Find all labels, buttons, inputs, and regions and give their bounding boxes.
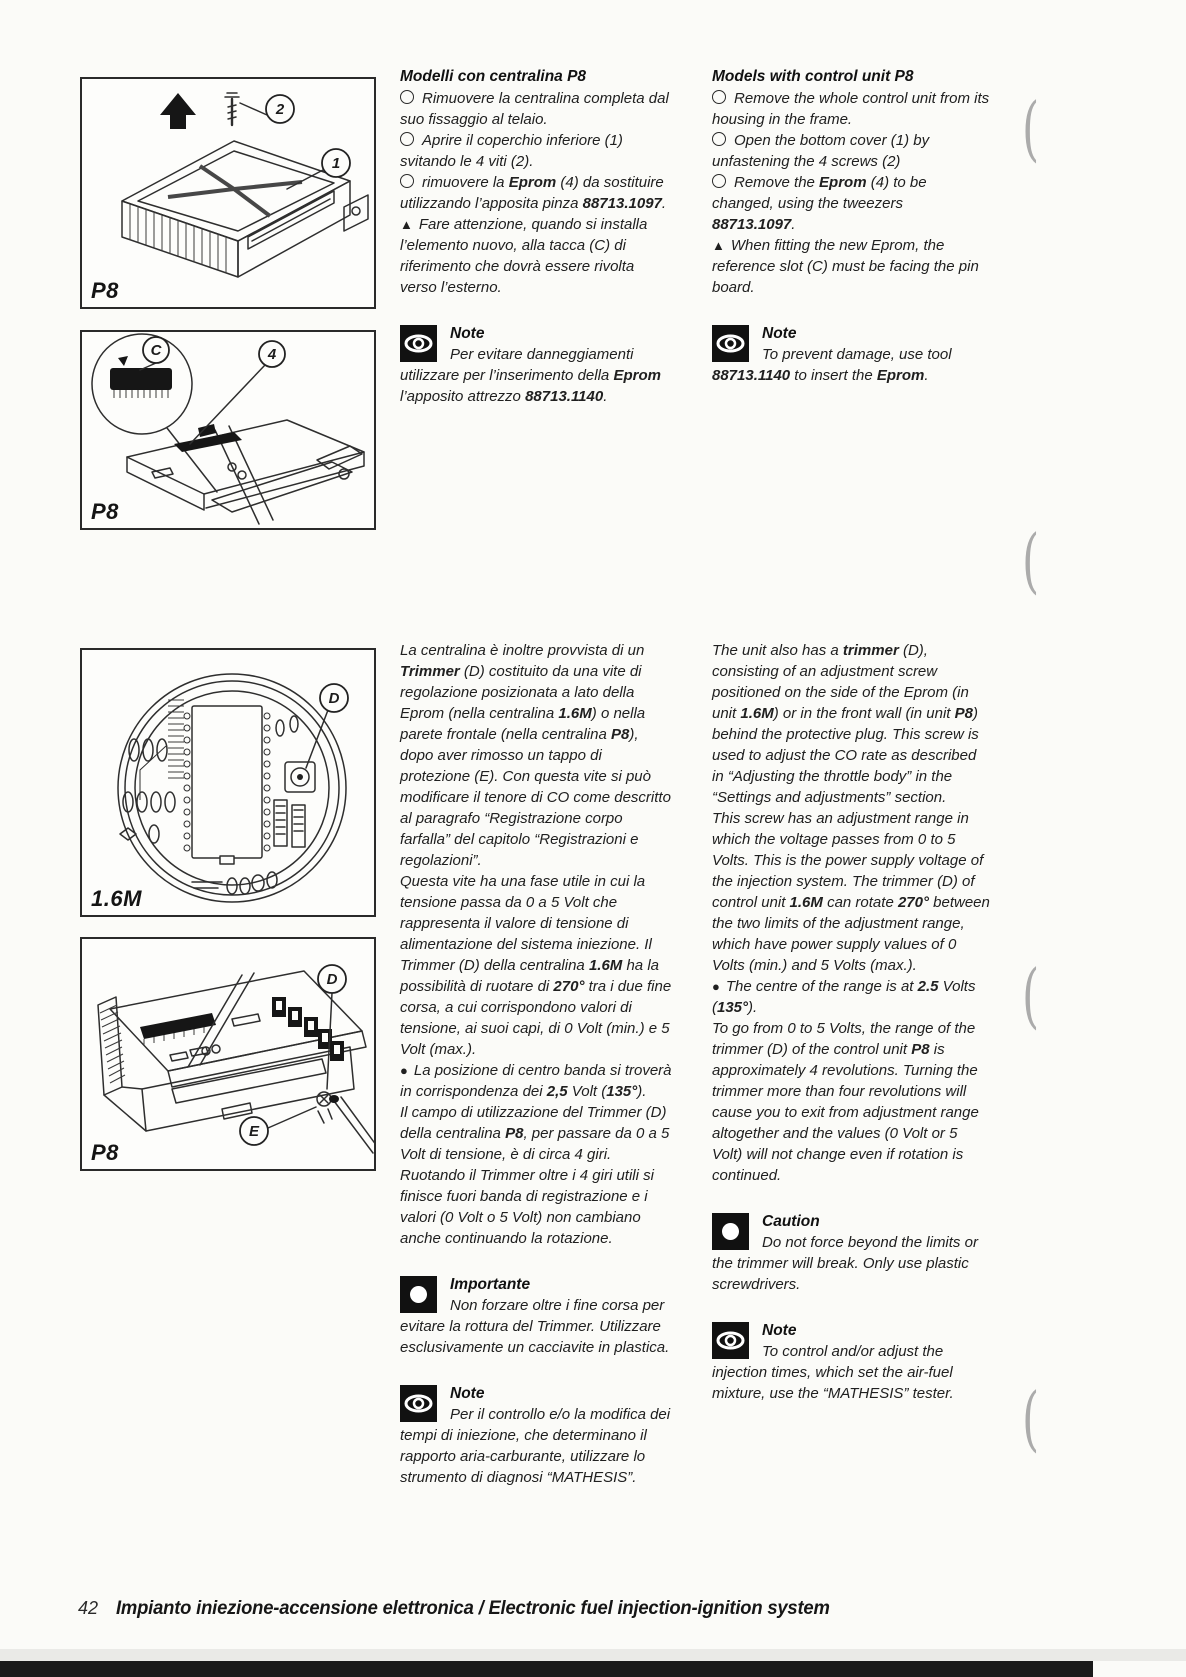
svg-text:4: 4 bbox=[267, 346, 277, 363]
step-item: Rimuovere la centralina completa dal suo fissaggio al telaio. bbox=[400, 90, 669, 128]
step-circle-icon bbox=[712, 132, 726, 146]
p8-cover-drawing bbox=[82, 79, 374, 307]
heat-sink-fins bbox=[130, 204, 226, 273]
paragraph: ● The centre of the range is at 2.5 Volts (135°). bbox=[712, 978, 976, 1016]
italian-column-top bbox=[400, 66, 675, 407]
note-box-it-1 bbox=[400, 322, 675, 407]
figure-label: P8 bbox=[91, 499, 119, 524]
note-box-en-2 bbox=[712, 1319, 990, 1404]
section-heading-en: Models with control unit P8 bbox=[712, 68, 914, 85]
note-title: Note bbox=[762, 325, 797, 342]
important-text: Non forzare oltre i fine corsa per evitare la rottura del Trimmer. Utilizzare esclusivamente un cacciavite in plastica. bbox=[400, 1297, 670, 1356]
p8-eprom-drawing bbox=[82, 332, 374, 528]
callout-4 bbox=[190, 341, 285, 444]
paragraph: Il campo di utilizzazione del Trimmer (D) della centralina P8, per passare da 0 a 5 Volt di tensione, è di circa 4 giri. Ruotando il Trimmer oltre i 4 giri utili si finisce fuori banda di registrazione e i valori (0 Volt o 5 Volt) non cambiano anche continuando la rotazione. bbox=[400, 1104, 670, 1247]
callout-C bbox=[140, 337, 169, 370]
callout-D bbox=[318, 965, 346, 1089]
svg-text:D: D bbox=[326, 971, 338, 988]
dot-icon: ● bbox=[712, 979, 720, 994]
step-item: Open the bottom cover (1) by unfastening the 4 screws (2) bbox=[712, 132, 930, 170]
note-eye-icon bbox=[400, 325, 437, 362]
svg-text:1: 1 bbox=[331, 155, 341, 172]
dot-icon: ● bbox=[400, 1063, 408, 1078]
important-box-it bbox=[400, 1273, 675, 1358]
step-item: Remove the whole control unit from its housing in the frame. bbox=[712, 90, 990, 128]
warning-triangle-icon: ▲ bbox=[400, 217, 413, 232]
note-text: To control and/or adjust the injection times, which set the air-fuel mixture, use the “MATHESIS” tester. bbox=[712, 1343, 954, 1402]
caution-box-en bbox=[712, 1210, 990, 1295]
paragraph: La centralina è inoltre provvista di un Trimmer (D) costituito da una vite di regolazione posizionata a lato della Eprom (nella centralina 1.6M) o nella parete frontale (nella centralina P8), dopo aver rimosso un tappo di protezione (E). Con questa vite si può modificare il tenore di CO come descritto al paragrafo “Registrazione corpo farfalla” del capitolo “Registrazioni e regolazioni”. bbox=[400, 642, 671, 869]
note-text: To prevent damage, use tool 88713.1140 to insert the Eprom. bbox=[712, 346, 952, 384]
scan-edge-bar bbox=[0, 1661, 1093, 1677]
warning-triangle-icon: ▲ bbox=[712, 238, 725, 253]
step-circle-icon bbox=[400, 174, 414, 188]
board-16m-drawing bbox=[82, 650, 374, 915]
note-eye-icon bbox=[712, 325, 749, 362]
step-circle-icon bbox=[712, 90, 726, 104]
english-column-top bbox=[712, 66, 990, 386]
italian-column-mid bbox=[400, 640, 675, 1488]
figure-p8-eprom bbox=[80, 330, 376, 530]
connector-strip bbox=[140, 700, 184, 800]
caution-dot-icon bbox=[712, 1213, 749, 1250]
step-circle-icon bbox=[400, 132, 414, 146]
paragraph: This screw has an adjustment range in which the voltage passes from 0 to 5 Volts. This is the power supply voltage of the injection system. The trimmer (D) of control unit 1.6M can rotate 270° between the two limits of the adjustment range, which have power supply values of 0 Volts (min.) and 5 Volts (max.). bbox=[712, 810, 990, 974]
circuit-board-drawing bbox=[127, 420, 364, 524]
screwdriver bbox=[329, 1095, 374, 1153]
callout-2 bbox=[240, 95, 294, 123]
scan-artifact-paren: ( bbox=[1022, 520, 1040, 602]
ecu-open-chassis bbox=[98, 971, 366, 1131]
paragraph: To go from 0 to 5 Volts, the range of the trimmer (D) of the control unit P8 is approximately 4 revolutions. Turning the trimmer more than four revolutions will cause you to exit from adjustment range altogether and the values (0 Volt or 5 Volt) will not change even if rotation is continued. bbox=[712, 1020, 979, 1184]
trimmer-component bbox=[285, 762, 315, 792]
scan-artifact-paren: ( bbox=[1022, 955, 1040, 1037]
svg-text:C: C bbox=[150, 342, 162, 359]
note-box-it-2 bbox=[400, 1382, 675, 1488]
figure-p8-cover bbox=[80, 77, 376, 309]
step-circle-icon bbox=[400, 90, 414, 104]
note-eye-icon bbox=[400, 1385, 437, 1422]
important-dot-icon bbox=[400, 1276, 437, 1313]
page-number: 42 bbox=[78, 1598, 99, 1618]
scan-edge-strip bbox=[0, 1649, 1186, 1661]
paragraph: Questa vite ha una fase utile in cui la tensione passa da 0 a 5 Volt che rappresenta il valore di tensione di alimentazione del sistema iniezione. Il Trimmer (D) della centralina 1.6M ha la possibilità di ruotare di 270° tra i due fine corsa, a cui corrispondono valori di tensione, ai suoi capi, di 0 Volt (min.) e 5 Volt (max.). bbox=[400, 873, 672, 1058]
important-title: Importante bbox=[450, 1276, 531, 1293]
note-text: Per il controllo e/o la modifica dei tempi di iniezione, che determinano il rapporto aria-carburante, utilizzare lo strumento di diagnosi “MATHESIS”. bbox=[400, 1406, 671, 1486]
note-title: Note bbox=[450, 325, 485, 342]
step-item: rimuovere la Eprom (4) da sostituire utilizzando l’apposita pinza 88713.1097. bbox=[400, 174, 667, 212]
p8-trimmer-drawing bbox=[82, 939, 374, 1169]
warning-item: ▲ When fitting the new Eprom, the reference slot (C) must be facing the pin board. bbox=[712, 237, 979, 296]
note-eye-icon bbox=[712, 1322, 749, 1359]
paragraph: The unit also has a trimmer (D), consisting of an adjustment screw positioned on the side of the Eprom (in unit 1.6M) or in the front wall (in unit P8) behind the protective plug. This screw is used to adjust the CO rate as described in “Adjusting the throttle body” in the “Settings and adjustments” section. bbox=[712, 642, 979, 806]
section-heading-it: Modelli con centralina P8 bbox=[400, 68, 587, 85]
figure-label: 1.6M bbox=[91, 886, 142, 911]
svg-text:D: D bbox=[328, 690, 340, 707]
caution-title: Caution bbox=[762, 1213, 820, 1230]
paragraph: ● La posizione di centro banda si troverà in corrispondenza dei 2,5 Volt (135°). bbox=[400, 1062, 672, 1100]
eprom-chip bbox=[174, 424, 242, 452]
scan-artifact-paren: ( bbox=[1022, 1378, 1040, 1460]
step-circle-icon bbox=[712, 174, 726, 188]
figure-label: P8 bbox=[91, 278, 119, 303]
page-footer bbox=[78, 1598, 852, 1620]
screw-icon bbox=[225, 93, 239, 125]
scan-artifact-paren: ( bbox=[1022, 88, 1040, 170]
warning-item: ▲ Fare attenzione, quando si installa l’elemento nuovo, alla tacca (C) di riferimento che dovrà essere rivolta verso l’esterno. bbox=[400, 216, 648, 296]
caution-text: Do not force beyond the limits or the trimmer will break. Only use plastic screwdrivers. bbox=[712, 1234, 978, 1293]
english-column-mid bbox=[712, 640, 990, 1404]
dip-chip bbox=[192, 706, 262, 864]
svg-text:2: 2 bbox=[275, 101, 285, 118]
footer-title: Impianto iniezione-accensione elettronica / Electronic fuel injection-ignition system bbox=[116, 1598, 830, 1619]
board-components bbox=[140, 973, 344, 1067]
note-text: Per evitare danneggiamenti utilizzare per l’inserimento della Eprom l’apposito attrezzo 88713.1140. bbox=[400, 346, 661, 405]
note-title: Note bbox=[762, 1322, 797, 1339]
step-item: Aprire il coperchio inferiore (1) svitando le 4 viti (2). bbox=[400, 132, 623, 170]
svg-text:E: E bbox=[248, 1123, 260, 1140]
up-arrow-icon bbox=[160, 93, 196, 129]
note-box-en-1 bbox=[712, 322, 990, 386]
figure-16m-board bbox=[80, 648, 376, 917]
figure-p8-trimmer bbox=[80, 937, 376, 1171]
note-title: Note bbox=[450, 1385, 485, 1402]
step-item: Remove the Eprom (4) to be changed, using the tweezers 88713.1097. bbox=[712, 174, 927, 233]
figure-label: P8 bbox=[91, 1140, 119, 1165]
